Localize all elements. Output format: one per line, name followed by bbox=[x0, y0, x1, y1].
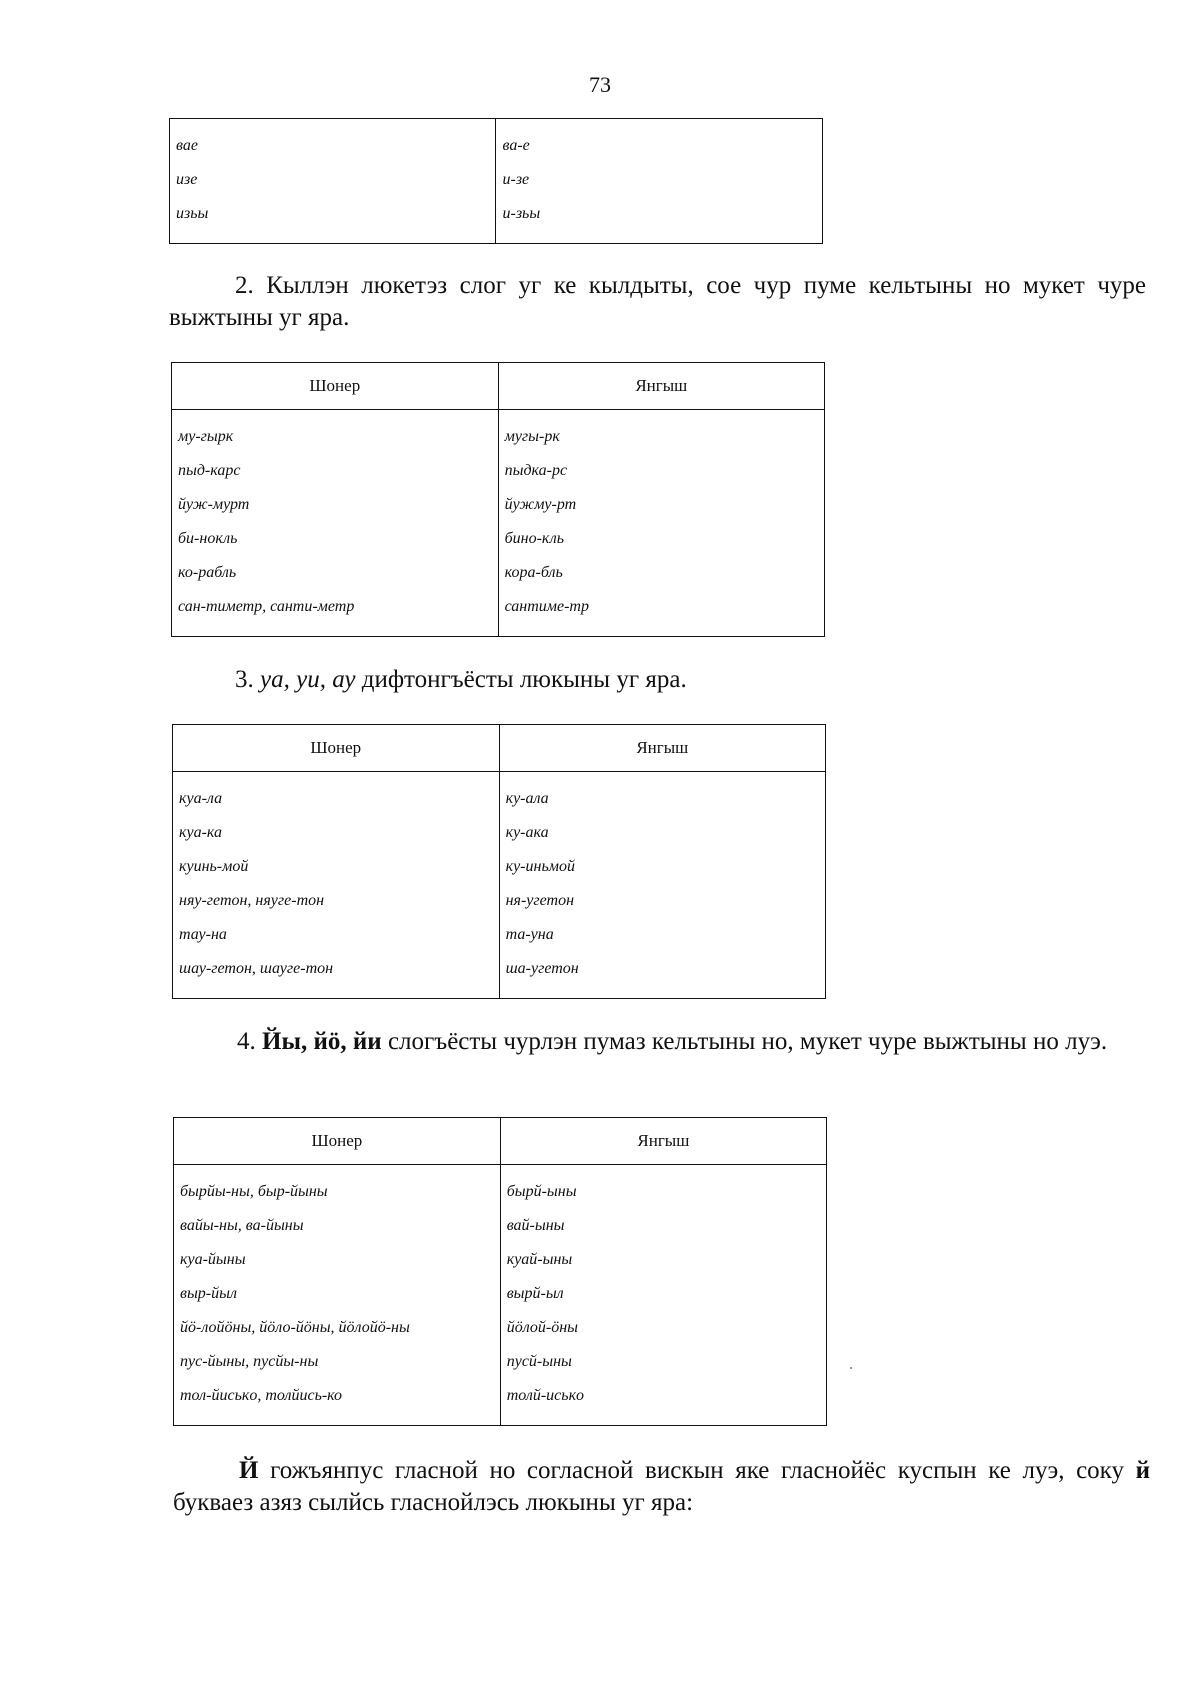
exercise-3-diphthongs: уа, уи, ау bbox=[260, 666, 356, 693]
exercise-3-text bbox=[169, 664, 1146, 696]
wrong-hyphenation-cell: пыдка-рс bbox=[504, 462, 568, 479]
correct-hyphenation-cell: куа-йыны bbox=[174, 1243, 501, 1277]
table-body bbox=[174, 1165, 827, 1426]
table-row bbox=[172, 590, 825, 637]
table-row bbox=[172, 556, 825, 590]
table-row bbox=[173, 772, 826, 817]
table-body bbox=[172, 410, 825, 637]
correct-hyphenation-cell: му-гырк bbox=[172, 410, 499, 455]
correct-hyphenation-cell: куинь-мой bbox=[173, 850, 500, 884]
table-row bbox=[174, 1379, 827, 1426]
column-header-wrong: Янгыш bbox=[499, 725, 825, 772]
exercise-4-number: 4. bbox=[237, 1028, 256, 1055]
table-row bbox=[174, 1311, 827, 1345]
closing-bold-letter-1: Й bbox=[239, 1457, 259, 1484]
table-row bbox=[173, 884, 826, 918]
table-row bbox=[172, 454, 825, 488]
correct-hyphenation-cell: выр-йыл bbox=[174, 1277, 501, 1311]
table-row bbox=[170, 163, 823, 197]
exercise-3-number: 3. bbox=[235, 666, 254, 693]
wrong-hyphenation-cell: и-зе bbox=[502, 171, 530, 188]
wrong-hyphenation-cell: ку-ака bbox=[505, 824, 549, 841]
wrong-hyphenation-cell: и-зьы bbox=[502, 205, 541, 222]
correct-hyphenation-cell: вайы-ны, ва-йыны bbox=[174, 1209, 501, 1243]
table-row bbox=[173, 918, 826, 952]
table-row bbox=[174, 1165, 827, 1210]
wrong-hyphenation-cell: йӧлой-ӧны bbox=[506, 1319, 578, 1336]
correct-hyphenation-cell: изе bbox=[170, 163, 496, 197]
wrong-hyphenation-cell: ша-угетон bbox=[505, 960, 579, 977]
table-row bbox=[174, 1209, 827, 1243]
correct-hyphenation-cell: би-нокль bbox=[172, 522, 499, 556]
wrong-hyphenation-cell: ва-е bbox=[502, 137, 530, 154]
wrong-hyphenation-cell: сантиме-тр bbox=[504, 598, 589, 615]
wrong-hyphenation-cell: выpй-ыл bbox=[506, 1285, 564, 1302]
correct-hyphenation-cell: йуж-мурт bbox=[172, 488, 499, 522]
table-row bbox=[172, 522, 825, 556]
wrong-hyphenation-cell: бырй-ыны bbox=[506, 1183, 577, 1200]
exercise-2-sentence: 2. Кыллэн люкетэз слог уг ке кылдыты, сое чур пуме кельтыны но мукет чуре выжтыны уг яра. bbox=[169, 272, 1146, 331]
wrong-hyphenation-cell: ку-ала bbox=[505, 790, 549, 807]
exercise-2-text bbox=[169, 270, 1146, 334]
correct-hyphenation-cell: вае bbox=[170, 119, 496, 164]
wrong-hyphenation-cell: ку-иньмой bbox=[505, 858, 575, 875]
closing-text-2: букваез азяз сылйсь гласнойлэсь люкыны уг яра: bbox=[173, 1489, 694, 1516]
column-header-correct: Шонер bbox=[174, 1118, 501, 1165]
correct-hyphenation-cell: пыд-карс bbox=[172, 454, 499, 488]
correct-hyphenation-cell: няу-гетон, няуге-тон bbox=[173, 884, 500, 918]
exercise-4-text bbox=[171, 1026, 1148, 1058]
wrong-hyphenation-cell: ня-угетон bbox=[505, 892, 575, 909]
correct-hyphenation-cell: куа-ка bbox=[173, 816, 500, 850]
wrong-hyphenation-cell: вай-ыны bbox=[506, 1217, 565, 1234]
correct-hyphenation-cell: бырйы-ны, быр-йыны bbox=[174, 1165, 501, 1210]
scan-speck bbox=[850, 1367, 852, 1369]
wrong-hyphenation-cell: бино-кль bbox=[504, 530, 564, 547]
table-row bbox=[173, 816, 826, 850]
exercise-3-rest: дифтонгъёсты люкыны уг яра. bbox=[355, 666, 687, 693]
table-row bbox=[174, 1277, 827, 1311]
wrong-hyphenation-cell: куай-ыны bbox=[506, 1251, 573, 1268]
table-row bbox=[173, 850, 826, 884]
table-body bbox=[173, 772, 826, 999]
wrong-hyphenation-cell: толй-иськo bbox=[506, 1387, 585, 1404]
column-header-correct: Шонер bbox=[173, 725, 500, 772]
correct-hyphenation-cell: изьы bbox=[170, 197, 496, 244]
correct-hyphenation-cell: ко-рабль bbox=[172, 556, 499, 590]
correct-hyphenation-cell: йӧ-лойӧны, йӧло-йӧны, йӧлойӧ-ны bbox=[174, 1311, 501, 1345]
exercise-4-syllables: Йы, йӧ, йи bbox=[262, 1028, 382, 1055]
wrong-hyphenation-cell: та-уна bbox=[505, 926, 554, 943]
closing-bold-letter-2: й bbox=[1135, 1457, 1150, 1484]
wrong-hyphenation-cell: йужму-рт bbox=[504, 496, 577, 513]
exercise-4-rest: слогъёсты чурлэн пумаз кельтыны но, мукет чуре выжтыны но луэ. bbox=[381, 1028, 1108, 1055]
correct-hyphenation-cell: тау-на bbox=[173, 918, 500, 952]
table-row bbox=[172, 488, 825, 522]
syllable-table-1 bbox=[169, 118, 823, 244]
table-row bbox=[172, 410, 825, 455]
closing-text-1: гожъянпус гласной но согласной вискын яке гласнойёс куспын ке луэ, соку bbox=[258, 1457, 1136, 1484]
column-header-correct: Шонер bbox=[172, 363, 499, 410]
correct-hyphenation-cell: сан-тиметр, санти-метр bbox=[172, 590, 499, 637]
correct-hyphenation-cell: куа-ла bbox=[173, 772, 500, 817]
syllable-table-3 bbox=[172, 724, 826, 999]
table-row bbox=[174, 1243, 827, 1277]
correct-hyphenation-cell: пус-йыны, пусйы-ны bbox=[174, 1345, 501, 1379]
syllable-table-4 bbox=[173, 1117, 827, 1426]
table-row bbox=[174, 1345, 827, 1379]
page-number: 73 bbox=[589, 72, 611, 97]
wrong-hyphenation-cell: кора-бль bbox=[504, 564, 563, 581]
closing-paragraph bbox=[173, 1455, 1150, 1519]
table-row bbox=[170, 119, 823, 164]
table-row bbox=[173, 952, 826, 999]
column-header-wrong: Янгыш bbox=[500, 1118, 826, 1165]
table-body bbox=[170, 119, 823, 244]
wrong-hyphenation-cell: мугы-рк bbox=[504, 428, 560, 445]
table-row bbox=[170, 197, 823, 244]
wrong-hyphenation-cell: пусй-ыны bbox=[506, 1353, 572, 1370]
correct-hyphenation-cell: тол-йиськo, толйись-ко bbox=[174, 1379, 501, 1426]
correct-hyphenation-cell: шау-гетон, шауге-тон bbox=[173, 952, 500, 999]
column-header-wrong: Янгыш bbox=[498, 363, 824, 410]
syllable-table-2 bbox=[171, 362, 825, 637]
